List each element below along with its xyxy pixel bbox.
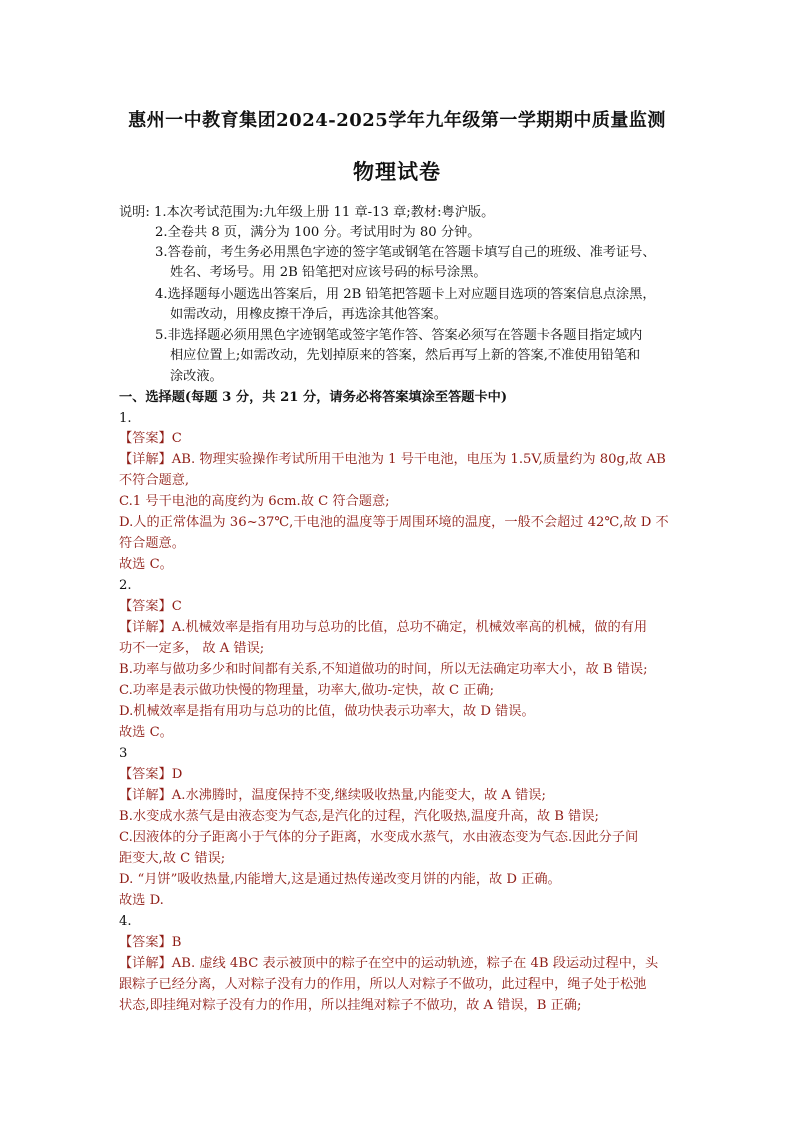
explanation-line: D.机械效率是指有用功与总功的比值，做功快表示功率大，故 D 错误。	[119, 704, 535, 719]
question-number: 3	[119, 746, 128, 761]
explanation-line: 【详解】A.水沸腾时，温度保持不变,继续吸收热量,内能变大，故 A 错误;	[119, 788, 546, 803]
answer-line: 【答案】D	[119, 767, 183, 782]
instruction-line: 2.全卷共 8 页，满分为 100 分。考试用时为 80 分钟。	[155, 225, 481, 240]
explanation-line: C.功率是表示做功快慢的物理量，功率大,做功-定快，故 C 正确;	[119, 683, 495, 698]
exam-subtitle: 物理试卷	[353, 159, 441, 184]
instruction-line: 姓名、考场号。用 2B 铅笔把对应该号码的标号涂黑。	[170, 265, 487, 280]
instruction-line: 说明: 1.本次考试范围为:九年级上册 11 章-13 章;教材:粤沪版。	[119, 205, 495, 220]
explanation-line: B.功率与做功多少和时间都有关系,不知道做功的时间，所以无法确定功率大小，故 B 错误;	[119, 662, 648, 677]
answer-line: 【答案】C	[119, 431, 182, 446]
explanation-line: D.人的正常体温为 36~37℃,干电池的温度等于周围环境的温度，一般不会超过 42℃,故 D 不	[119, 515, 669, 530]
explanation-line: C.1 号干电池的高度约为 6cm.故 C 符合题意;	[119, 494, 390, 509]
instruction-line: 4.选择题每小题选出答案后，用 2B 铅笔把答题卡上对应题目选项的答案信息点涂黑，	[155, 287, 656, 302]
explanation-line: C.因液体的分子距离小于气体的分子距离，水变成水蒸气，水由液态变为气态.因此分子间	[119, 830, 639, 845]
instruction-line: 3.答卷前，考生务必用黑色字迹的签字笔或钢笔在答题卡填写自己的班级、准考证号、	[155, 245, 656, 260]
explanation-line: 跟粽子已经分离，人对粽子没有力的作用，所以人对粽子不做功，此过程中，绳子处于松弛	[119, 977, 647, 992]
answer-line: 【答案】B	[119, 935, 182, 950]
explanation-line: 距变大,故 C 错误;	[119, 851, 226, 866]
explanation-line: D. “月饼”吸收热量,内能增大,这是通过热传递改变月饼的内能，故 D 正确。	[119, 872, 561, 887]
explanation-line: 【详解】AB. 虚线 4BC 表示被顶中的粽子在空中的运动轨迹，粽子在 4B 段运动过程中，头	[119, 956, 659, 971]
explanation-line: 故选 D.	[119, 893, 164, 908]
explanation-line: B.水变成水蒸气是由液态变为气态,是汽化的过程，汽化吸热,温度升高，故 B 错误;	[119, 809, 599, 824]
explanation-line: 不符合题意,	[119, 473, 190, 488]
explanation-line: 功不一定多， 故 A 错误;	[119, 641, 265, 656]
instruction-line: 相应位置上;如需改动，先划掉原来的答案，然后再写上新的答案,不准使用铅笔和	[170, 348, 641, 363]
instruction-line: 如需改动，用橡皮擦干净后，再选涂其他答案。	[170, 307, 447, 322]
section-heading: 一、选择题(每题 3 分，共 21 分，请务必将答案填涂至答题卡中)	[119, 390, 508, 405]
exam-title: 惠州一中教育集团2024-2025学年九年级第一学期期中质量监测	[128, 110, 666, 131]
explanation-line: 故选 C。	[119, 557, 173, 572]
question-number: 1.	[119, 411, 132, 426]
explanation-line: 【详解】AB. 物理实验操作考试所用干电池为 1 号干电池，电压为 1.5V,质量约为 80g,故 AB	[119, 452, 666, 467]
answer-line: 【答案】C	[119, 599, 182, 614]
explanation-line: 状态,即挂绳对粽子没有力的作用，所以挂绳对粽子不做功，故 A 错误，B 正确;	[119, 998, 582, 1013]
explanation-line: 【详解】A.机械效率是指有用功与总功的比值，总功不确定，机械效率高的机械，做的有用	[119, 620, 648, 635]
explanation-line: 故选 C。	[119, 725, 173, 740]
question-number: 2.	[119, 578, 132, 593]
explanation-line: 符合题意。	[119, 536, 185, 551]
question-number: 4.	[119, 914, 132, 929]
instruction-line: 5.非选择题必须用黑色字迹钢笔或签字笔作答、答案必须写在答题卡各题目指定域内	[155, 328, 643, 343]
instruction-line: 涂改液。	[170, 369, 223, 384]
